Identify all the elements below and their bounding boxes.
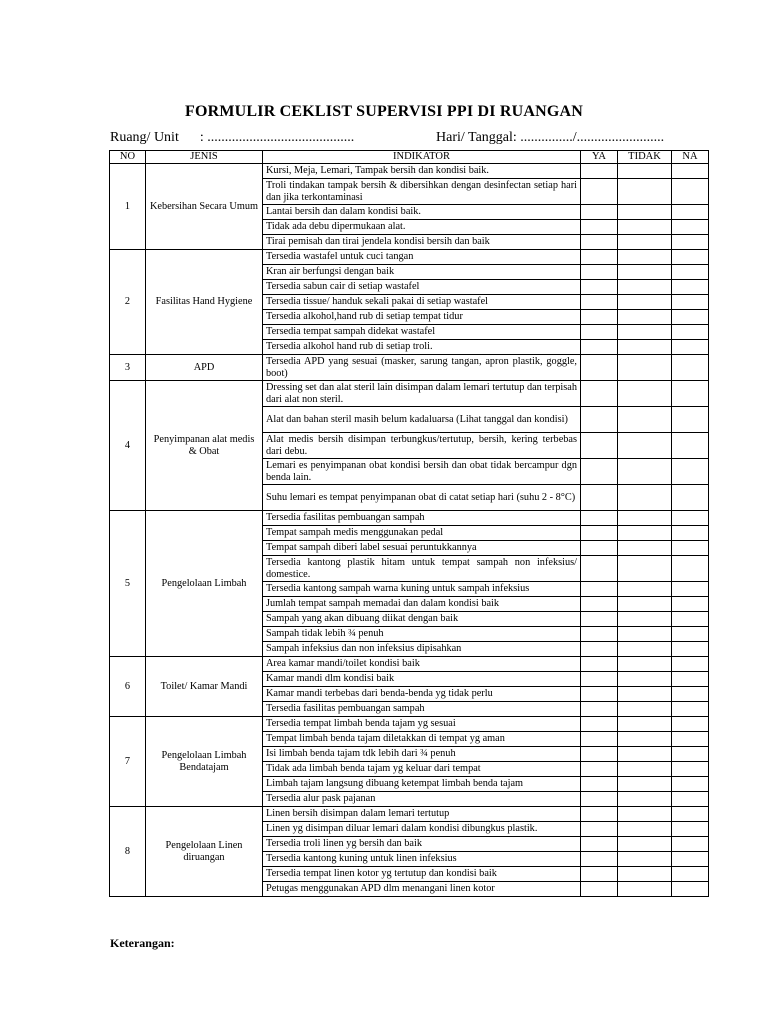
check-cell-ya[interactable] (581, 762, 618, 777)
ruang-unit-value: : .......................................... (199, 130, 355, 145)
check-cell-na[interactable] (672, 807, 709, 822)
check-cell-ya[interactable] (581, 407, 618, 433)
check-cell-tidak[interactable] (618, 597, 672, 612)
check-cell-ya[interactable] (581, 485, 618, 511)
table-row (110, 381, 709, 407)
check-cell-tidak[interactable] (618, 837, 672, 852)
indicator-text: Tersedia kantong plastik hitam untuk tempat sampah non infeksius/ domestice. (263, 556, 581, 582)
indicator-text: Dressing set dan alat steril lain disimpan dalam lemari tertutup dan terpisah dari alat non steril. (263, 381, 581, 407)
check-cell-tidak[interactable] (618, 485, 672, 511)
check-cell-tidak[interactable] (618, 235, 672, 250)
indicator-text: Tersedia sabun cair di setiap wastafel (263, 280, 581, 295)
check-cell-tidak[interactable] (618, 164, 672, 179)
indicator-text: Tersedia tissue/ handuk sekali pakai di setiap wastafel (263, 295, 581, 310)
check-cell-ya[interactable] (581, 882, 618, 897)
category-name: Pengelolaan Limbah Bendatajam (146, 717, 263, 807)
check-cell-na[interactable] (672, 459, 709, 485)
indicator-text: Tersedia wastafel untuk cuci tangan (263, 250, 581, 265)
check-cell-na[interactable] (672, 340, 709, 355)
check-cell-na[interactable] (672, 732, 709, 747)
check-cell-ya[interactable] (581, 837, 618, 852)
check-cell-tidak[interactable] (618, 280, 672, 295)
check-cell-na[interactable] (672, 235, 709, 250)
indicator-text: Tersedia fasilitas pembuangan sampah (263, 511, 581, 526)
category-name: Fasilitas Hand Hygiene (146, 250, 263, 355)
indicator-text: Suhu lemari es tempat penyimpanan obat di catat setiap hari (suhu 2 - 8°C) (263, 485, 581, 511)
row-number: 6 (110, 657, 146, 717)
indicator-text: Tempat limbah benda tajam diletakkan di tempat yg aman (263, 732, 581, 747)
check-cell-na[interactable] (672, 355, 709, 381)
header-no: NO (110, 151, 146, 164)
check-cell-na[interactable] (672, 687, 709, 702)
check-cell-na[interactable] (672, 220, 709, 235)
indicator-text: Isi limbah benda tajam tdk lebih dari ¾ penuh (263, 747, 581, 762)
check-cell-ya[interactable] (581, 280, 618, 295)
hari-tanggal-label: Hari/ Tanggal: (436, 130, 517, 145)
check-cell-tidak[interactable] (618, 459, 672, 485)
check-cell-ya[interactable] (581, 340, 618, 355)
check-cell-tidak[interactable] (618, 205, 672, 220)
ruang-unit-field (110, 130, 354, 146)
check-cell-tidak[interactable] (618, 556, 672, 582)
check-cell-tidak[interactable] (618, 642, 672, 657)
check-cell-ya[interactable] (581, 295, 618, 310)
check-cell-ya[interactable] (581, 792, 618, 807)
check-cell-tidak[interactable] (618, 511, 672, 526)
check-cell-tidak[interactable] (618, 381, 672, 407)
check-cell-na[interactable] (672, 295, 709, 310)
indicator-text: Jumlah tempat sampah memadai dan dalam kondisi baik (263, 597, 581, 612)
form-title: FORMULIR CEKLIST SUPERVISI PPI DI RUANGAN (184, 103, 584, 120)
check-cell-tidak[interactable] (618, 265, 672, 280)
check-cell-ya[interactable] (581, 822, 618, 837)
check-cell-ya[interactable] (581, 250, 618, 265)
indicator-text: Sampah tidak lebih ¾ penuh (263, 627, 581, 642)
indicator-text: Lemari es penyimpanan obat kondisi bersih dan obat tidak bercampur dgn benda lain. (263, 459, 581, 485)
indicator-text: Tersedia troli linen yg bersih dan baik (263, 837, 581, 852)
check-cell-na[interactable] (672, 837, 709, 852)
check-cell-tidak[interactable] (618, 250, 672, 265)
table-row (110, 717, 709, 732)
indicator-text: Tersedia alkohol,hand rub di setiap tempat tidur (263, 310, 581, 325)
check-cell-na[interactable] (672, 407, 709, 433)
check-cell-tidak[interactable] (618, 340, 672, 355)
check-cell-na[interactable] (672, 657, 709, 672)
check-cell-na[interactable] (672, 777, 709, 792)
check-cell-tidak[interactable] (618, 627, 672, 642)
indicator-text: Alat dan bahan steril masih belum kadaluarsa (Lihat tanggal dan kondisi) (263, 407, 581, 433)
header-indikator: INDIKATOR (263, 151, 581, 164)
check-cell-tidak[interactable] (618, 657, 672, 672)
indicator-text: Tersedia tempat sampah didekat wastafel (263, 325, 581, 340)
header-na: NA (672, 151, 709, 164)
category-name: Toilet/ Kamar Mandi (146, 657, 263, 717)
check-cell-ya[interactable] (581, 556, 618, 582)
row-number: 8 (110, 807, 146, 897)
check-cell-tidak[interactable] (618, 792, 672, 807)
check-cell-ya[interactable] (581, 867, 618, 882)
check-cell-na[interactable] (672, 582, 709, 597)
check-cell-ya[interactable] (581, 672, 618, 687)
check-cell-na[interactable] (672, 250, 709, 265)
indicator-text: Tersedia alur pask pajanan (263, 792, 581, 807)
header-ya: YA (581, 151, 618, 164)
check-cell-tidak[interactable] (618, 220, 672, 235)
indicator-text: Kursi, Meja, Lemari, Tampak bersih dan kondisi baik. (263, 164, 581, 179)
check-cell-na[interactable] (672, 702, 709, 717)
check-cell-ya[interactable] (581, 355, 618, 381)
keterangan-label: Keterangan: (110, 936, 175, 950)
row-number: 1 (110, 164, 146, 250)
check-cell-ya[interactable] (581, 179, 618, 205)
check-cell-ya[interactable] (581, 541, 618, 556)
check-cell-na[interactable] (672, 280, 709, 295)
table-row (110, 164, 709, 179)
hari-tanggal-value: .............../......................... (520, 130, 665, 145)
check-cell-ya[interactable] (581, 310, 618, 325)
check-cell-tidak[interactable] (618, 355, 672, 381)
indicator-text: Tersedia tempat limbah benda tajam yg sesuai (263, 717, 581, 732)
check-cell-ya[interactable] (581, 852, 618, 867)
table-row (110, 511, 709, 526)
check-cell-na[interactable] (672, 541, 709, 556)
checklist-table (109, 150, 709, 897)
check-cell-ya[interactable] (581, 265, 618, 280)
check-cell-na[interactable] (672, 205, 709, 220)
check-cell-na[interactable] (672, 310, 709, 325)
hari-tanggal-field (436, 130, 664, 146)
check-cell-ya[interactable] (581, 642, 618, 657)
check-cell-tidak[interactable] (618, 867, 672, 882)
indicator-text: Tempat sampah diberi label sesuai peruntukkannya (263, 541, 581, 556)
check-cell-na[interactable] (672, 822, 709, 837)
check-cell-na[interactable] (672, 164, 709, 179)
header-tidak: TIDAK (618, 151, 672, 164)
check-cell-na[interactable] (672, 433, 709, 459)
check-cell-na[interactable] (672, 717, 709, 732)
check-cell-ya[interactable] (581, 687, 618, 702)
check-cell-tidak[interactable] (618, 179, 672, 205)
row-number: 3 (110, 355, 146, 381)
check-cell-tidak[interactable] (618, 762, 672, 777)
check-cell-tidak[interactable] (618, 687, 672, 702)
category-name: Penyimpanan alat medis & Obat (146, 381, 263, 511)
check-cell-ya[interactable] (581, 381, 618, 407)
indicator-text: Area kamar mandi/toilet kondisi baik (263, 657, 581, 672)
check-cell-tidak[interactable] (618, 852, 672, 867)
indicator-text: Linen yg disimpan diluar lemari dalam kondisi dibungkus plastik. (263, 822, 581, 837)
check-cell-na[interactable] (672, 747, 709, 762)
check-cell-ya[interactable] (581, 612, 618, 627)
category-name: Pengelolaan Linen diruangan (146, 807, 263, 897)
table-row (110, 657, 709, 672)
check-cell-na[interactable] (672, 325, 709, 340)
check-cell-tidak[interactable] (618, 526, 672, 541)
check-cell-ya[interactable] (581, 747, 618, 762)
check-cell-ya[interactable] (581, 325, 618, 340)
check-cell-ya[interactable] (581, 433, 618, 459)
check-cell-ya[interactable] (581, 526, 618, 541)
indicator-text: Limbah tajam langsung dibuang ketempat limbah benda tajam (263, 777, 581, 792)
check-cell-na[interactable] (672, 597, 709, 612)
check-cell-tidak[interactable] (618, 732, 672, 747)
check-cell-na[interactable] (672, 526, 709, 541)
check-cell-tidak[interactable] (618, 747, 672, 762)
table-header-row (110, 151, 709, 164)
check-cell-na[interactable] (672, 381, 709, 407)
check-cell-tidak[interactable] (618, 717, 672, 732)
check-cell-tidak[interactable] (618, 433, 672, 459)
indicator-text: Linen bersih disimpan dalam lemari tertutup (263, 807, 581, 822)
check-cell-ya[interactable] (581, 511, 618, 526)
check-cell-na[interactable] (672, 867, 709, 882)
check-cell-tidak[interactable] (618, 702, 672, 717)
check-cell-ya[interactable] (581, 235, 618, 250)
row-number: 5 (110, 511, 146, 657)
check-cell-ya[interactable] (581, 732, 618, 747)
category-name: Pengelolaan Limbah (146, 511, 263, 657)
indicator-text: Troli tindakan tampak bersih & dibersihkan dengan desinfectan setiap hari dan jika terkontaminasi (263, 179, 581, 205)
check-cell-na[interactable] (672, 612, 709, 627)
check-cell-tidak[interactable] (618, 310, 672, 325)
check-cell-tidak[interactable] (618, 541, 672, 556)
check-cell-ya[interactable] (581, 582, 618, 597)
indicator-text: Kamar mandi terbebas dari benda-benda yg tidak perlu (263, 687, 581, 702)
check-cell-tidak[interactable] (618, 582, 672, 597)
check-cell-na[interactable] (672, 672, 709, 687)
indicator-text: Kran air berfungsi dengan baik (263, 265, 581, 280)
header-jenis: JENIS (146, 151, 263, 164)
indicator-text: Sampah infeksius dan non infeksius dipisahkan (263, 642, 581, 657)
check-cell-ya[interactable] (581, 777, 618, 792)
indicator-text: Tidak ada debu dipermukaan alat. (263, 220, 581, 235)
row-number: 2 (110, 250, 146, 355)
indicator-text: Tersedia alkohol hand rub di setiap troli. (263, 340, 581, 355)
check-cell-ya[interactable] (581, 220, 618, 235)
check-cell-tidak[interactable] (618, 325, 672, 340)
table-row (110, 807, 709, 822)
indicator-text: Alat medis bersih disimpan terbungkus/tertutup, bersih, kering terbebas dari debu. (263, 433, 581, 459)
category-name: APD (146, 355, 263, 381)
table-body (110, 164, 709, 897)
check-cell-na[interactable] (672, 627, 709, 642)
row-number: 7 (110, 717, 146, 807)
check-cell-tidak[interactable] (618, 882, 672, 897)
check-cell-ya[interactable] (581, 717, 618, 732)
check-cell-na[interactable] (672, 511, 709, 526)
check-cell-tidak[interactable] (618, 822, 672, 837)
check-cell-na[interactable] (672, 179, 709, 205)
indicator-text: Tidak ada limbah benda tajam yg keluar dari tempat (263, 762, 581, 777)
check-cell-ya[interactable] (581, 164, 618, 179)
indicator-text: Tersedia tempat linen kotor yg tertutup dan kondisi baik (263, 867, 581, 882)
check-cell-na[interactable] (672, 642, 709, 657)
check-cell-tidak[interactable] (618, 672, 672, 687)
category-name: Kebersihan Secara Umum (146, 164, 263, 250)
table-row (110, 250, 709, 265)
indicator-text: Sampah yang akan dibuang diikat dengan baik (263, 612, 581, 627)
indicator-text: Kamar mandi dlm kondisi baik (263, 672, 581, 687)
check-cell-tidak[interactable] (618, 407, 672, 433)
check-cell-ya[interactable] (581, 702, 618, 717)
check-cell-na[interactable] (672, 762, 709, 777)
check-cell-tidak[interactable] (618, 295, 672, 310)
row-number: 4 (110, 381, 146, 511)
check-cell-na[interactable] (672, 556, 709, 582)
check-cell-tidak[interactable] (618, 612, 672, 627)
indicator-text: Tempat sampah medis menggunakan pedal (263, 526, 581, 541)
check-cell-ya[interactable] (581, 807, 618, 822)
check-cell-na[interactable] (672, 882, 709, 897)
check-cell-tidak[interactable] (618, 807, 672, 822)
table-row (110, 355, 709, 381)
check-cell-ya[interactable] (581, 627, 618, 642)
indicator-text: Tersedia fasilitas pembuangan sampah (263, 702, 581, 717)
check-cell-na[interactable] (672, 852, 709, 867)
check-cell-na[interactable] (672, 792, 709, 807)
ruang-unit-label: Ruang/ Unit (110, 130, 179, 145)
indicator-text: Tersedia kantong kuning untuk linen infeksius (263, 852, 581, 867)
check-cell-na[interactable] (672, 485, 709, 511)
indicator-text: Lantai bersih dan dalam kondisi baik. (263, 205, 581, 220)
check-cell-ya[interactable] (581, 597, 618, 612)
indicator-text: Tersedia kantong sampah warna kuning untuk sampah infeksius (263, 582, 581, 597)
indicator-text: Petugas menggunakan APD dlm menangani linen kotor (263, 882, 581, 897)
indicator-text: Tirai pemisah dan tirai jendela kondisi bersih dan baik (263, 235, 581, 250)
check-cell-ya[interactable] (581, 205, 618, 220)
check-cell-tidak[interactable] (618, 777, 672, 792)
check-cell-ya[interactable] (581, 459, 618, 485)
check-cell-ya[interactable] (581, 657, 618, 672)
check-cell-na[interactable] (672, 265, 709, 280)
indicator-text: Tersedia APD yang sesuai (masker, sarung tangan, apron plastik, goggle, boot) (263, 355, 581, 381)
